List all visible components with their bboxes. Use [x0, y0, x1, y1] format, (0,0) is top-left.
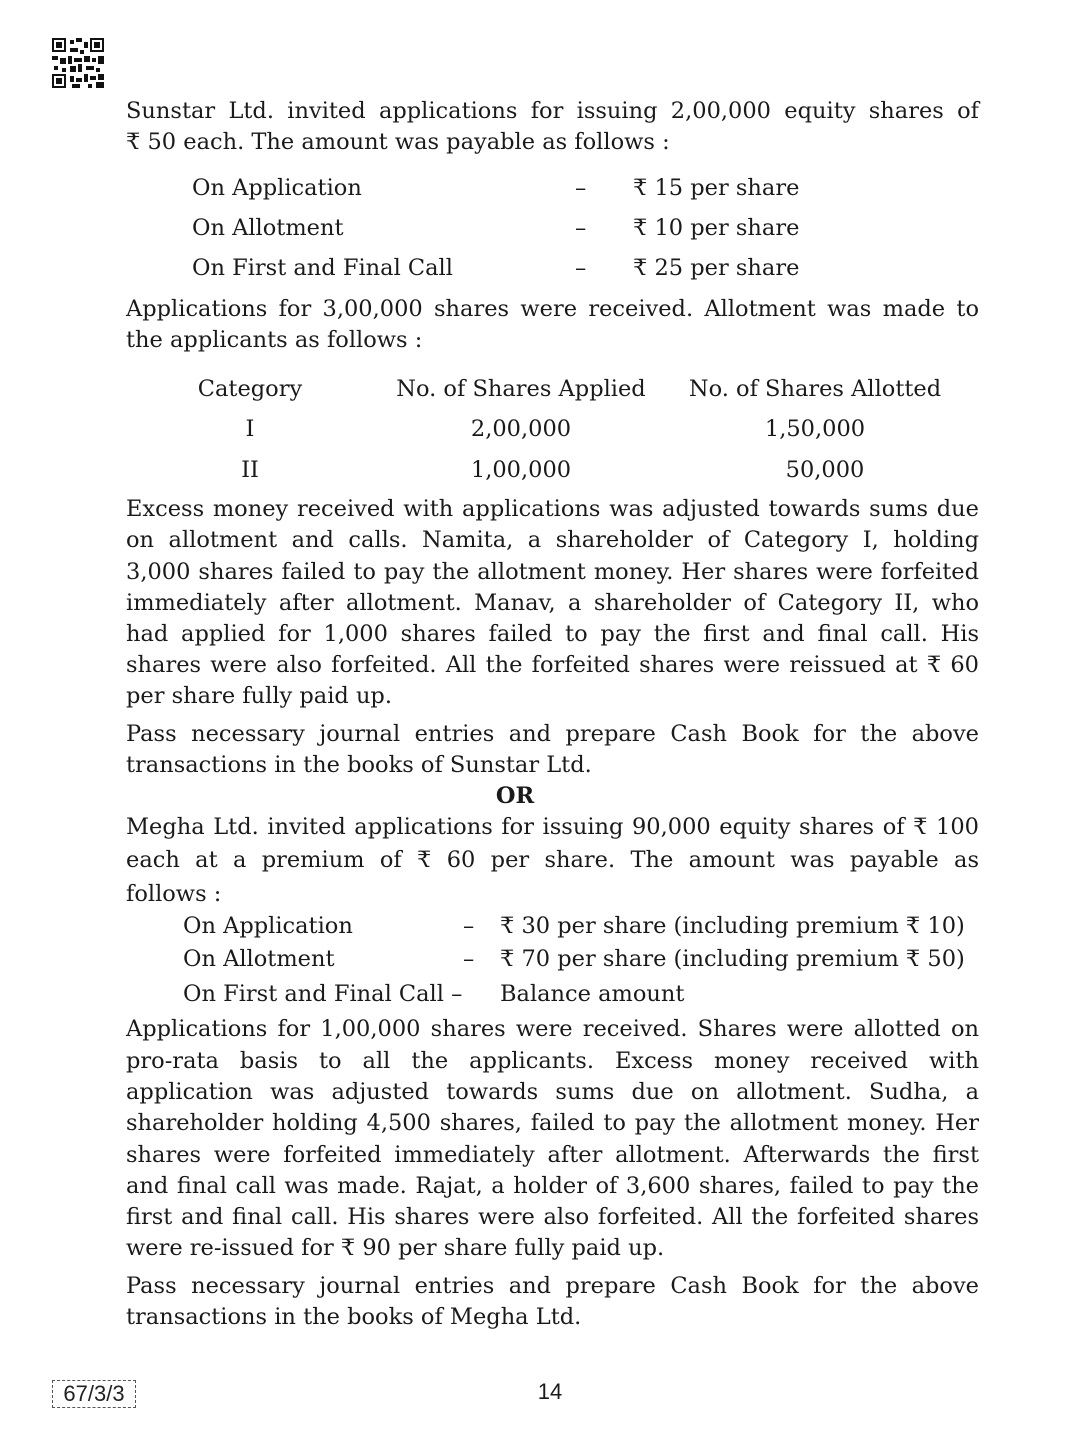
q2-details-line: pro-rata basis to all the applicants. Excess money received with: [126, 1048, 979, 1074]
q1-schedule-dash: –: [575, 215, 587, 241]
q2-schedule-amount: Balance amount: [500, 981, 685, 1007]
table-header: No. of Shares Allotted: [688, 376, 942, 402]
q1-received-line: the applicants as follows :: [126, 327, 423, 353]
q1-details-line: Excess money received with applications was adjusted towards sums due: [126, 496, 979, 522]
q1-intro-line: Sunstar Ltd. invited applications for issuing 2,00,000 equity shares of: [126, 98, 979, 124]
q2-schedule-label: On Allotment: [183, 946, 335, 972]
q1-received-line: Applications for 3,00,000 shares were received. Allotment was made to: [126, 296, 979, 322]
q2-details-line: application was adjusted towards sums due on allotment. Sudha, a: [126, 1079, 979, 1105]
table-header: No. of Shares Applied: [396, 376, 646, 402]
q2-intro-line: follows :: [126, 881, 222, 907]
q2-intro-line: each at a premium of ₹ 60 per share. The amount was payable as: [126, 847, 979, 873]
q1-details-line: 3,000 shares failed to pay the allotment money. Her shares were forfeited: [126, 559, 979, 585]
q2-schedule-dash: –: [463, 913, 475, 939]
q2-task-line: Pass necessary journal entries and prepare Cash Book for the above: [126, 1273, 979, 1299]
q2-task-line: transactions in the books of Megha Ltd.: [126, 1304, 582, 1330]
q1-schedule-dash: –: [575, 175, 587, 201]
table-cell: 2,00,000: [470, 416, 572, 442]
paper-code-badge: 67/3/3: [52, 1380, 136, 1408]
q2-details-line: shareholder holding 4,500 shares, failed to pay the allotment money. Her: [126, 1110, 979, 1136]
q1-schedule-dash: –: [575, 255, 587, 281]
qr-code-icon: [52, 38, 104, 88]
q1-schedule-label: On Allotment: [192, 215, 344, 241]
q1-details-line: on allotment and calls. Namita, a shareholder of Category I, holding: [126, 527, 979, 553]
q1-schedule-amount: ₹ 10 per share: [633, 215, 800, 241]
q2-details-line: first and final call. His shares were also forfeited. All the forfeited shares: [126, 1204, 979, 1230]
table-header: Category: [197, 376, 303, 402]
q1-intro-line: ₹ 50 each. The amount was payable as follows :: [126, 129, 670, 155]
q1-schedule-label: On Application: [192, 175, 362, 201]
table-cell: I: [245, 416, 255, 442]
table-cell: 1,00,000: [470, 457, 572, 483]
q1-task-line: Pass necessary journal entries and prepare Cash Book for the above: [126, 721, 979, 747]
q2-schedule-label: On First and Final Call –: [183, 981, 463, 1007]
q2-schedule-label: On Application: [183, 913, 353, 939]
q1-details-line: immediately after allotment. Manav, a shareholder of Category II, who: [126, 590, 979, 616]
q1-details-line: per share fully paid up.: [126, 683, 392, 709]
q1-task-line: transactions in the books of Sunstar Ltd.: [126, 752, 592, 778]
q1-schedule-label: On First and Final Call: [192, 255, 453, 281]
q2-details-line: were re-issued for ₹ 90 per share fully paid up.: [126, 1235, 665, 1261]
table-cell: II: [241, 457, 259, 483]
or-separator: OR: [495, 783, 535, 809]
q2-details-line: Applications for 1,00,000 shares were received. Shares were allotted on: [126, 1016, 979, 1042]
q2-details-line: shares were forfeited immediately after allotment. Afterwards the first: [126, 1142, 979, 1168]
table-cell: 1,50,000: [764, 416, 866, 442]
q2-schedule-amount: ₹ 30 per share (including premium ₹ 10): [500, 913, 965, 939]
q1-schedule-amount: ₹ 25 per share: [633, 255, 800, 281]
q2-details-line: and final call was made. Rajat, a holder of 3,600 shares, failed to pay the: [126, 1173, 979, 1199]
page-number: 14: [537, 1379, 563, 1404]
q2-schedule-amount: ₹ 70 per share (including premium ₹ 50): [500, 946, 965, 972]
q1-details-line: had applied for 1,000 shares failed to pay the first and final call. His: [126, 621, 979, 647]
q2-schedule-dash: –: [463, 946, 475, 972]
table-cell: 50,000: [785, 457, 865, 483]
q1-schedule-amount: ₹ 15 per share: [633, 175, 800, 201]
q1-details-line: shares were also forfeited. All the forfeited shares were reissued at ₹ 60: [126, 652, 979, 678]
q2-intro-line: Megha Ltd. invited applications for issuing 90,000 equity shares of ₹ 100: [126, 814, 979, 840]
